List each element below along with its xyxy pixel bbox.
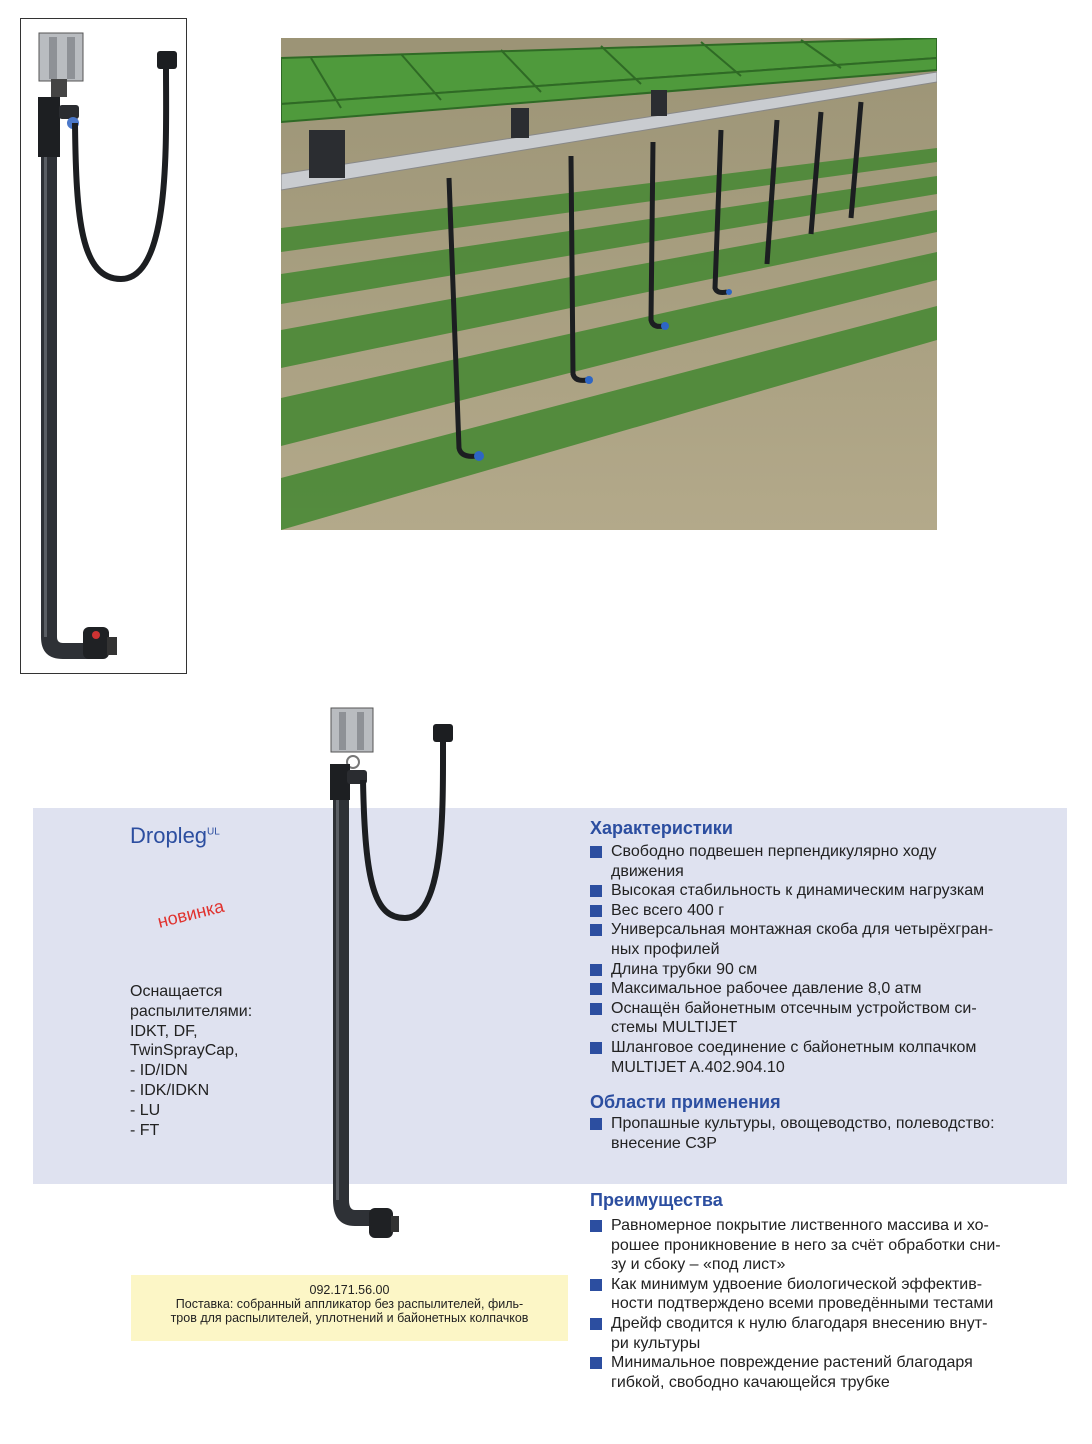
item-line: ности подтверждено всеми проведёнными тестами [611, 1295, 994, 1313]
item-line: MULTIJET A.402.904.10 [611, 1058, 785, 1076]
dropleg-product-image [21, 19, 186, 673]
item-line: зу и сбоку – «под лист» [611, 1256, 786, 1274]
product-photo-frame [20, 18, 187, 674]
item-line: Высокая стабильность к динамическим нагрузкам [611, 882, 985, 900]
product-name: Dropleg [130, 823, 208, 848]
product-title [130, 823, 220, 849]
order-line: Поставка: собранный аппликатор без распылителей, филь- [175, 1297, 524, 1311]
dropleg-large-image [325, 706, 475, 1246]
advantage-item [590, 1314, 1060, 1353]
item-line: Дрейф сводится к нулю благодаря внесению внут- [611, 1314, 988, 1332]
equipped-with-list [130, 982, 252, 1140]
equipped-line: распылителями: [130, 1002, 253, 1020]
advantages-title: Преимущества [590, 1190, 723, 1210]
item-line: гибкой, свободно качающейся трубке [611, 1373, 890, 1391]
application-item [590, 1114, 1060, 1153]
item-line: движения [611, 862, 684, 880]
item-line: стемы MULTIJET [611, 1019, 738, 1037]
item-line: Максимальное рабочее давление 8,0 атм [611, 980, 922, 998]
order-code: 092.171.56.00 [309, 1283, 390, 1297]
field-sprayer-image [281, 38, 937, 530]
product-superscript: UL [207, 826, 220, 838]
item-line: Универсальная монтажная скоба для четырёхгран- [611, 921, 994, 939]
characteristic-item [590, 842, 1060, 881]
characteristic-item [590, 901, 1060, 921]
item-line: внесение СЗР [611, 1134, 717, 1152]
item-line: Равномерное покрытие лиственного массива и хо- [611, 1217, 989, 1234]
characteristic-item [590, 1038, 1060, 1077]
item-line: ных профилей [611, 940, 720, 958]
advantage-item [590, 1216, 1060, 1275]
applications-title: Области применения [590, 1092, 781, 1112]
characteristic-item [590, 920, 1060, 959]
equipped-line: - IDK/IDKN [130, 1081, 210, 1099]
characteristics-list [590, 842, 1060, 1077]
item-line: рошее проникновение в него за счёт обработки сни- [611, 1236, 1001, 1254]
order-line: тров для распылителей, уплотнений и байонетных колпачков [170, 1311, 529, 1325]
advantages-list [590, 1216, 1060, 1392]
item-line: Длина трубки 90 см [611, 960, 758, 978]
item-line: Как минимум удвоение биологической эффектив- [611, 1275, 983, 1293]
order-info-box [131, 1275, 568, 1341]
characteristic-item [590, 979, 1060, 999]
item-line: Пропашные культуры, овощеводство, полеводство: [611, 1115, 995, 1132]
advantage-item [590, 1353, 1060, 1392]
new-badge: новинка [155, 895, 227, 932]
equipped-line: IDKT, DF, [130, 1022, 198, 1040]
equipped-line: - FT [130, 1121, 160, 1139]
item-line: Вес всего 400 г [611, 901, 725, 919]
equipped-line: Оснащается [130, 983, 223, 1000]
equipped-line: TwinSprayCap, [130, 1042, 239, 1060]
dropleg-illustration [325, 706, 475, 1246]
applications-list [590, 1114, 1060, 1153]
characteristics-title: Характеристики [590, 818, 733, 838]
item-line: Свободно подвешен перпендикулярно ходу [611, 843, 937, 860]
field-photo [281, 38, 937, 530]
item-line: Шланговое соединение с байонетным колпачком [611, 1038, 977, 1056]
advantage-item [590, 1275, 1060, 1314]
characteristic-item [590, 881, 1060, 901]
equipped-line: - LU [130, 1101, 161, 1119]
item-line: Оснащён байонетным отсечным устройством си- [611, 999, 977, 1017]
item-line: ри культуры [611, 1334, 701, 1352]
characteristic-item [590, 960, 1060, 980]
equipped-line: - ID/IDN [130, 1062, 188, 1080]
characteristic-item [590, 999, 1060, 1038]
item-line: Минимальное повреждение растений благодаря [611, 1354, 973, 1372]
